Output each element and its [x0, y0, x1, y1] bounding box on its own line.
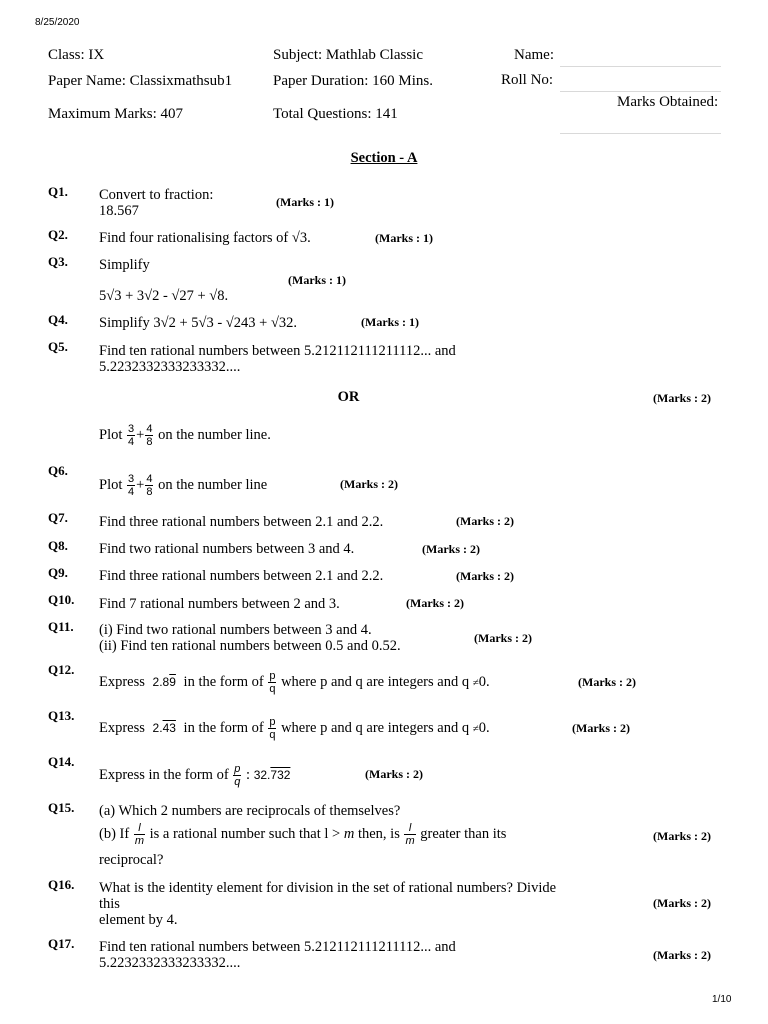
denominator: 8 [146, 436, 153, 448]
question-line: Convert to fraction: [99, 187, 214, 203]
question-text: Find three rational numbers between 2.1 and 2.2. [99, 514, 384, 530]
question-number: Q1. [48, 184, 68, 199]
class-label: Class: IX [48, 47, 105, 63]
repeating-part: 43 [162, 720, 176, 735]
fraction [145, 423, 153, 448]
question-text [99, 343, 456, 375]
question-line: Find ten rational numbers between 5.212112111211112... and [99, 343, 456, 359]
max-marks-label: Maximum Marks: 407 [48, 106, 183, 122]
question-text [99, 187, 213, 219]
question-text [99, 622, 401, 654]
fraction [127, 423, 135, 448]
marks-badge: (Marks : 1) [361, 315, 419, 329]
question-text: Simplify 3√2 + 5√3 - √243 + √32. [99, 315, 298, 331]
numerator: 3 [128, 423, 135, 435]
question-number: Q8. [48, 538, 68, 553]
fraction [404, 822, 415, 847]
question-number: Q15. [48, 800, 75, 815]
question-line: What is the identity element for division in the set of rational numbers? Divide [99, 880, 557, 896]
plus-sign: + [136, 426, 145, 443]
section-title: Section - A [350, 150, 418, 166]
question-line: 5.2232332333233332.... [99, 359, 241, 375]
question-line: this [99, 896, 120, 912]
question-line: reciprocal? [99, 852, 164, 868]
numerator: 4 [146, 473, 153, 485]
marks-badge: (Marks : 2) [653, 829, 711, 843]
question-number: Q14. [48, 754, 75, 769]
question-text: Find two rational numbers between 3 and 4. [99, 541, 355, 557]
fraction [268, 716, 276, 741]
question-text [99, 716, 490, 741]
fraction [145, 473, 153, 498]
marks-badge: (Marks : 2) [474, 631, 532, 645]
text-run: Plot [99, 426, 123, 443]
question-text: Find three rational numbers between 2.1 and 2.2. [99, 568, 384, 584]
denominator: 4 [128, 436, 135, 448]
or-divider: OR [337, 389, 360, 405]
text-run: 0. [478, 719, 490, 736]
marks-badge: (Marks : 2) [406, 596, 464, 610]
marks-badge: (Marks : 2) [340, 477, 398, 491]
question-line: Find ten rational numbers between 5.212112111211112... and [99, 939, 456, 955]
denominator: m [134, 835, 144, 847]
duration-label: Paper Duration: 160 Mins. [273, 73, 433, 89]
question-number: Q10. [48, 592, 75, 607]
marks-badge: (Marks : 2) [572, 721, 630, 735]
page-number: 1/10 [712, 994, 732, 1005]
question-line: (i) Find two rational numbers between 3 and 4. [99, 622, 372, 638]
denominator: 8 [146, 486, 153, 498]
text-run: (b) If [99, 825, 130, 842]
question-line: 5.2232332333233332.... [99, 955, 241, 971]
repeating-decimal [153, 675, 176, 689]
marks-badge: (Marks : 2) [365, 767, 423, 781]
marks-badge: (Marks : 2) [578, 675, 636, 689]
text-run: Express [99, 719, 145, 736]
text-run: : [246, 766, 251, 783]
denominator: m [405, 835, 415, 847]
text-run: Plot [99, 476, 123, 493]
marks-obtained-label: Marks Obtained: [617, 94, 719, 110]
text-run: greater than its [420, 825, 507, 842]
numerator: l [134, 822, 145, 835]
text-run: m [343, 825, 355, 842]
question-number: Q9. [48, 565, 68, 580]
text-run: on the number line. [158, 426, 271, 443]
question-line: Simplify [99, 257, 150, 273]
marks-badge: (Marks : 1) [276, 195, 334, 209]
question-text: Find 7 rational numbers between 2 and 3. [99, 596, 340, 612]
fraction [268, 670, 276, 695]
repeating-part: 732 [270, 767, 291, 782]
marks-badge: (Marks : 1) [375, 231, 433, 245]
denominator: 4 [128, 486, 135, 498]
repeating-decimal [254, 768, 291, 782]
repeating-part: 9 [169, 674, 176, 689]
text-run: is a rational number such that l > [149, 825, 341, 842]
question-number: Q11. [48, 619, 74, 634]
question-text [99, 423, 271, 448]
marks-badge: (Marks : 2) [422, 542, 480, 556]
question-number: Q2. [48, 227, 68, 242]
question-text [99, 763, 290, 788]
numerator: 3 [128, 473, 135, 485]
question-number: Q3. [48, 254, 68, 269]
numerator: p [234, 763, 241, 775]
question-number: Q16. [48, 877, 75, 892]
marks-badge: (Marks : 1) [288, 273, 346, 287]
numerator: l [404, 822, 415, 835]
total-questions-label: Total Questions: 141 [273, 106, 398, 122]
text-run: Express in the form of [99, 766, 229, 783]
denominator: q [234, 776, 241, 788]
name-label: Name: [514, 47, 554, 63]
question-text [99, 473, 267, 498]
question-number: Q7. [48, 510, 68, 525]
question-text [99, 880, 556, 928]
text-run: in the form of [183, 673, 264, 690]
marks-badge: (Marks : 2) [653, 391, 711, 405]
print-date: 8/25/2020 [35, 17, 80, 28]
marks-badge: (Marks : 2) [653, 948, 711, 962]
decimal-part: 2. [152, 720, 163, 735]
question-number: Q4. [48, 312, 68, 327]
question-text [99, 939, 456, 971]
roll-field-line [560, 91, 721, 92]
marks-badge: (Marks : 2) [456, 514, 514, 528]
marks-badge: (Marks : 2) [456, 569, 514, 583]
question-number: Q6. [48, 463, 68, 478]
paper-name-label: Paper Name: Classixmathsub1 [48, 73, 233, 89]
name-field-line [560, 66, 721, 67]
roll-label: Roll No: [501, 72, 554, 88]
question-line: 5√3 + 3√2 - √27 + √8. [99, 288, 229, 304]
not-equal-sign: ≠ [472, 722, 479, 735]
question-number: Q17. [48, 936, 75, 951]
numerator: 4 [146, 423, 153, 435]
text-run: on the number line [158, 476, 268, 493]
denominator: q [269, 683, 276, 695]
repeating-decimal [153, 721, 176, 735]
numerator: p [269, 670, 276, 682]
question-line [99, 822, 506, 847]
not-equal-sign: ≠ [472, 676, 479, 689]
text-run: then, is [357, 825, 400, 842]
decimal-part: 2.8 [152, 674, 170, 689]
question-number: Q13. [48, 708, 75, 723]
question-line: 18.567 [99, 203, 139, 219]
fraction [134, 822, 145, 847]
plus-sign: + [136, 476, 145, 493]
text-run: where p and q are integers and q [281, 673, 470, 690]
question-line: (a) Which 2 numbers are reciprocals of themselves? [99, 803, 401, 819]
text-run: 0. [478, 673, 490, 690]
question-line: (ii) Find ten rational numbers between 0.5 and 0.52. [99, 638, 401, 654]
text-run: Express [99, 673, 145, 690]
fraction [233, 763, 241, 788]
denominator: q [269, 729, 276, 741]
text-run: where p and q are integers and q [281, 719, 470, 736]
fraction [127, 473, 135, 498]
marks-badge: (Marks : 2) [653, 896, 711, 910]
subject-label: Subject: Mathlab Classic [273, 47, 423, 63]
question-text [99, 670, 490, 695]
text-run: in the form of [183, 719, 264, 736]
question-text: Find four rationalising factors of √3. [99, 230, 311, 246]
question-line: element by 4. [99, 912, 178, 928]
question-number: Q5. [48, 339, 68, 354]
decimal-part: 32. [253, 767, 271, 782]
question-number: Q12. [48, 662, 75, 677]
marks-field-line [560, 133, 721, 134]
numerator: p [269, 716, 276, 728]
